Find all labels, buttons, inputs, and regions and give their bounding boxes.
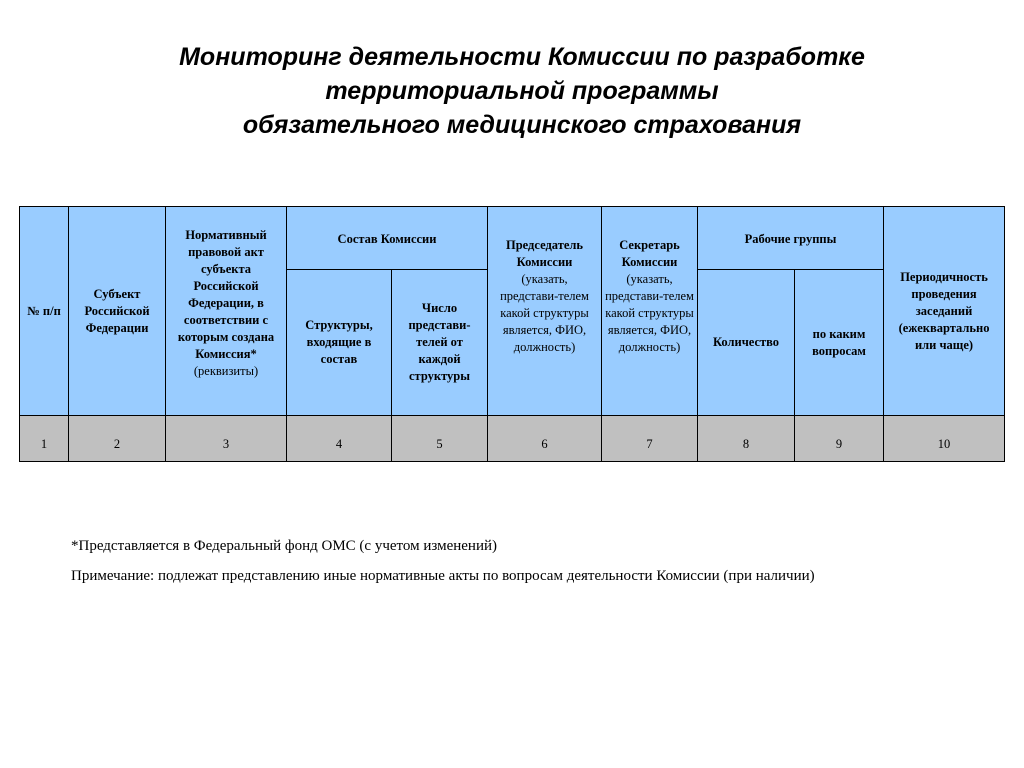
column-number-10: 10 xyxy=(884,416,1005,462)
column-number-7: 7 xyxy=(602,416,698,462)
header-secretary xyxy=(602,207,698,416)
page-title xyxy=(0,40,1024,142)
title-line-2: территориальной программы xyxy=(325,77,719,105)
header-composition-group: Состав Комиссии xyxy=(287,207,488,270)
header-normative-act xyxy=(166,207,287,416)
header-questions: по каким вопросам xyxy=(795,270,884,416)
header-representatives: Число представи-телей от каждой структуры xyxy=(392,270,488,416)
footnote: *Представляется в Федеральный фонд ОМС (с учетом изменений) xyxy=(71,538,498,554)
header-structures: Структуры, входящие в состав xyxy=(287,270,392,416)
header-periodicity: Периодичность проведения заседаний (ежеквартально или чаще) xyxy=(884,207,1005,416)
column-number-5: 5 xyxy=(392,416,488,462)
column-number-8: 8 xyxy=(698,416,795,462)
remark: Примечание: подлежат представлению иные нормативные акты по вопросам деятельности Комиссии (при наличии) xyxy=(71,568,815,584)
column-number-3: 3 xyxy=(166,416,287,462)
header-secretary-title: Секретарь Комиссии xyxy=(619,238,680,269)
monitoring-table xyxy=(19,206,1005,462)
header-normative-act-title: Нормативный правовой акт субъекта Российской Федерации, в соответствии с которым создана Комиссия* xyxy=(177,228,275,361)
column-number-1: 1 xyxy=(20,416,69,462)
table-header-row-1 xyxy=(20,207,1005,270)
title-line-1: Мониторинг деятельности Комиссии по разработке xyxy=(179,43,865,71)
column-number-9: 9 xyxy=(795,416,884,462)
header-chairman xyxy=(488,207,602,416)
header-normative-act-note: (реквизиты) xyxy=(193,364,259,378)
header-chairman-note: (указать, представи-телем какой структуры является, ФИО, должность) xyxy=(500,272,589,354)
table-number-row xyxy=(20,416,1005,462)
column-number-2: 2 xyxy=(69,416,166,462)
title-line-3: обязательного медицинского страхования xyxy=(242,111,802,139)
header-secretary-note: (указать, представи-телем какой структуры является, ФИО, должность) xyxy=(605,272,694,354)
header-quantity: Количество xyxy=(698,270,795,416)
header-working-groups: Рабочие группы xyxy=(698,207,884,270)
header-number: № п/п xyxy=(20,207,69,416)
header-subject: Субъект Российской Федерации xyxy=(69,207,166,416)
header-chairman-title: Председатель Комиссии xyxy=(506,238,584,269)
column-number-6: 6 xyxy=(488,416,602,462)
column-number-4: 4 xyxy=(287,416,392,462)
